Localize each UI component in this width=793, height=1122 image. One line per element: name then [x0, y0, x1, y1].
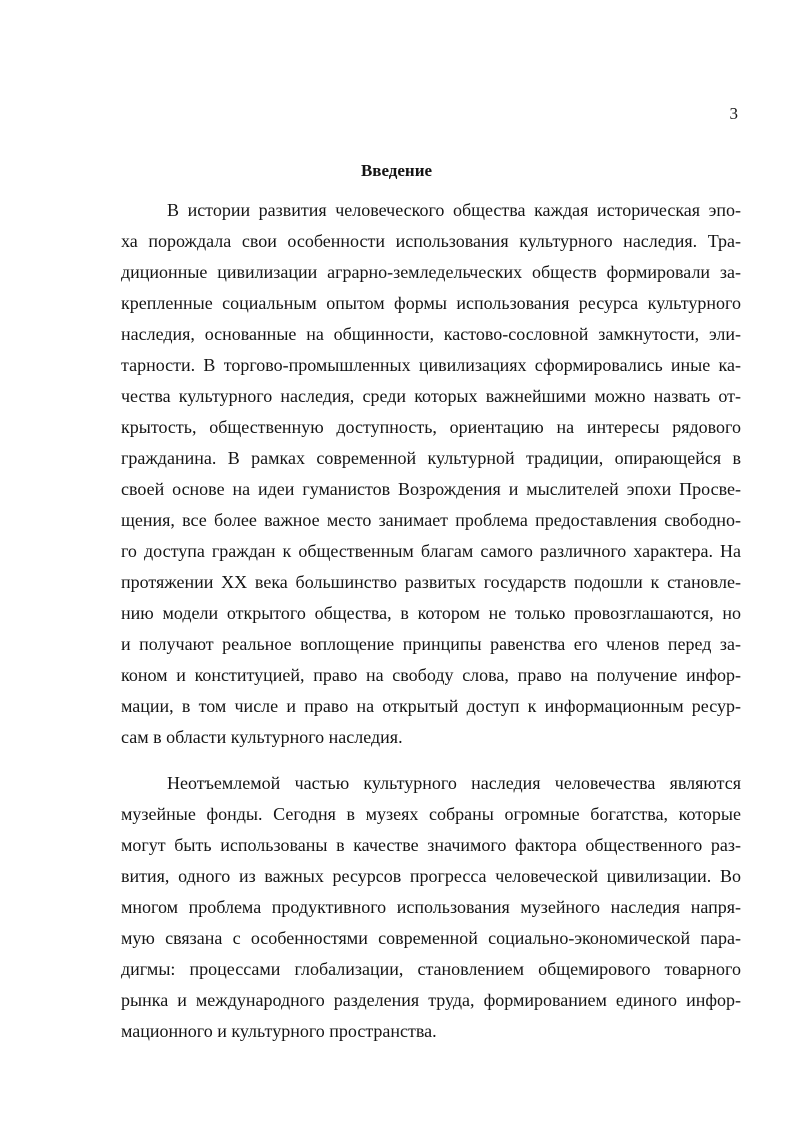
text-line: Неотъемлемой частью культурного наследия человечества являются: [167, 773, 741, 793]
text-line: крытость, общественную доступность, ориентацию на интересы рядового: [121, 417, 741, 437]
text-line: сам в области культурного наследия.: [121, 727, 403, 747]
paragraph-spacer: [121, 753, 741, 768]
paragraph-1: [121, 195, 741, 753]
text-line: мации, в том числе и право на открытый доступ к информационным ресур-: [121, 696, 741, 716]
text-line: щения, все более важное место занимает проблема предоставления свободно-: [121, 510, 741, 530]
text-line: дигмы: процессами глобализации, становлением общемирового товарного: [121, 959, 741, 979]
text-line: многом проблема продуктивного использования музейного наследия напря-: [121, 897, 741, 917]
text-line: своей основе на идеи гуманистов Возрождения и мыслителей эпохи Просве-: [121, 479, 741, 499]
paragraph-2: [121, 768, 741, 1047]
text-line: мую связана с особенностями современной социально-экономической пара-: [121, 928, 741, 948]
text-line: рынка и международного разделения труда, формированием единого инфор-: [121, 990, 741, 1010]
text-line: наследия, основанные на общинности, кастово-сословной замкнутости, эли-: [121, 324, 741, 344]
text-line: тарности. В торгово-промышленных цивилизациях сформировались иные ка-: [121, 355, 741, 375]
text-line: протяжении XX века большинство развитых государств подошли к становле-: [121, 572, 741, 592]
page-number: 3: [729, 104, 738, 123]
text-line: диционные цивилизации аграрно-земледельческих обществ формировали за-: [121, 262, 741, 282]
text-line: крепленные социальным опытом формы использования ресурса культурного: [121, 293, 741, 313]
text-line: музейные фонды. Сегодня в музеях собраны огромные богатства, которые: [121, 804, 741, 824]
text-line: могут быть использованы в качестве значимого фактора общественного раз-: [121, 835, 741, 855]
text-line: го доступа граждан к общественным благам самого различного характера. На: [121, 541, 741, 561]
text-line: В истории развития человеческого общества каждая историческая эпо-: [167, 200, 741, 220]
text-line: и получают реальное воплощение принципы равенства его членов перед за-: [121, 634, 741, 654]
section-title: Введение: [360, 161, 433, 180]
text-line: коном и конституцией, право на свободу слова, право на получение инфор-: [121, 665, 741, 685]
text-line: нию модели открытого общества, в котором не только провозглашаются, но: [121, 603, 741, 623]
text-line: чества культурного наследия, среди которых важнейшими можно назвать от-: [121, 386, 741, 406]
text-line: гражданина. В рамках современной культурной традиции, опирающейся в: [121, 448, 741, 468]
text-line: вития, одного из важных ресурсов прогресса человеческой цивилизации. Во: [121, 866, 741, 886]
text-line: ха порождала свои особенности использования культурного наследия. Тра-: [121, 231, 741, 251]
text-line: мационного и культурного пространства.: [121, 1021, 437, 1041]
document-body: [121, 195, 741, 1047]
